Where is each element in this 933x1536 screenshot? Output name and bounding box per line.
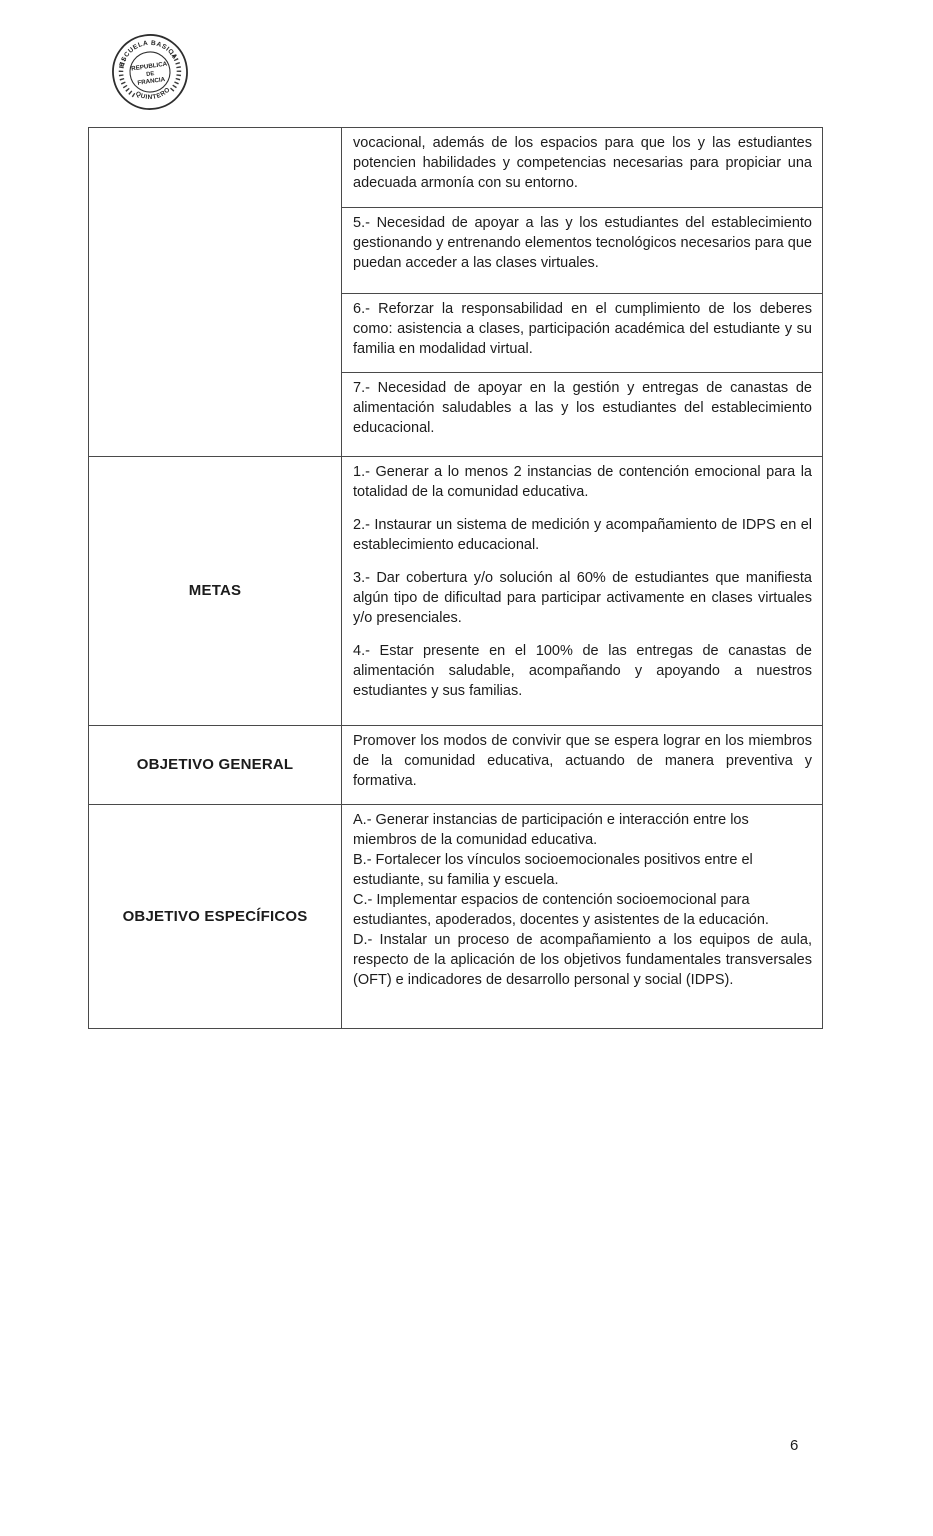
metas-label-cell (89, 457, 342, 726)
metas-content-cell (342, 457, 823, 726)
paragraph: B.- Fortalecer los vínculos socioemocionales positivos entre el estudiante, su familia y escuela. (353, 852, 753, 888)
paragraph: 3.- Dar cobertura y/o solución al 60% de estudiantes que manifiesta algún tipo de dificultad para participar activamente en clases virtuales y/o presenciales. (353, 570, 812, 626)
necesidad-6-cell (342, 294, 823, 373)
seal-graphic (110, 31, 190, 113)
table-row (89, 805, 823, 1029)
necesidad-5-cell (342, 208, 823, 294)
paragraph: 5.- Necesidad de apoyar a las y los estudiantes del establecimiento gestionando y entrenando elementos tecnológicos necesarios para que puedan acceder a las clases virtuales. (353, 215, 812, 271)
seal-bottom-text: QUINTERO (134, 86, 172, 102)
objetivo-especificos-label: OBJETIVO ESPECÍFICOS (122, 907, 308, 925)
paragraph: 6.- Reforzar la responsabilidad en el cumplimiento de los deberes como: asistencia a clases, participación académica del estudiante y su familia en modalidad virtual. (353, 301, 812, 357)
paragraph: 4.- Estar presente en el 100% de las entregas de canastas de alimentación saludable, acompañando y apoyando a nuestros estudiantes y sus familias. (353, 643, 812, 699)
objetivo-especificos-content-cell (342, 805, 823, 1029)
objetivo-general-label-cell (89, 726, 342, 805)
table-row (89, 726, 823, 805)
paragraph: vocacional, además de los espacios para que los y las estudiantes potencien habilidades y competencias necesarias para propiciar una adecuada armonía con su entorno. (353, 135, 812, 191)
paragraph: 1.- Generar a lo menos 2 instancias de contención emocional para la totalidad de la comunidad educativa. (353, 464, 812, 500)
paragraph: 7.- Necesidad de apoyar en la gestión y entregas de canastas de alimentación saludables a las y los estudiantes del establecimiento educacional. (353, 380, 812, 436)
metas-label: METAS (188, 582, 242, 599)
paragraph: 2.- Instaurar un sistema de medición y acompañamiento de IDPS en el establecimiento educacional. (353, 517, 812, 553)
paragraph: A.- Generar instancias de participación e interacción entre los miembros de la comunidad educativa. (353, 812, 749, 848)
objetivo-general-label: OBJETIVO GENERAL (136, 756, 294, 773)
empty-label-cell (89, 128, 342, 457)
planning-table (88, 127, 823, 1029)
necesidad-continuation-cell (342, 128, 823, 208)
paragraph: D.- Instalar un proceso de acompañamiento a los equipos de aula, respecto de la aplicación de los objetivos fundamentales transversales (OFT) e indicadores de desarrollo personal y social (IDPS). (353, 932, 812, 988)
seal-center-line1: REPUBLICA (130, 60, 168, 73)
school-seal-logo (110, 31, 190, 113)
table-row (89, 457, 823, 726)
paragraph: C.- Implementar espacios de contención socioemocional para estudiantes, apoderados, docentes y asistentes de la educación. (353, 892, 769, 928)
table-row (89, 128, 823, 208)
seal-center-line2: DE (145, 70, 155, 79)
page-number: 6 (790, 1437, 799, 1454)
necesidad-7-cell (342, 373, 823, 457)
objetivo-general-content-cell (342, 726, 823, 805)
paragraph: Promover los modos de convivir que se espera lograr en los miembros de la comunidad educativa, actuando de manera preventiva y formativa. (353, 733, 812, 789)
seal-top-text: ESCUELA BASICA (118, 39, 179, 68)
objetivo-especificos-label-cell (89, 805, 342, 1029)
seal-center-line3: FRANCIA (137, 76, 166, 87)
